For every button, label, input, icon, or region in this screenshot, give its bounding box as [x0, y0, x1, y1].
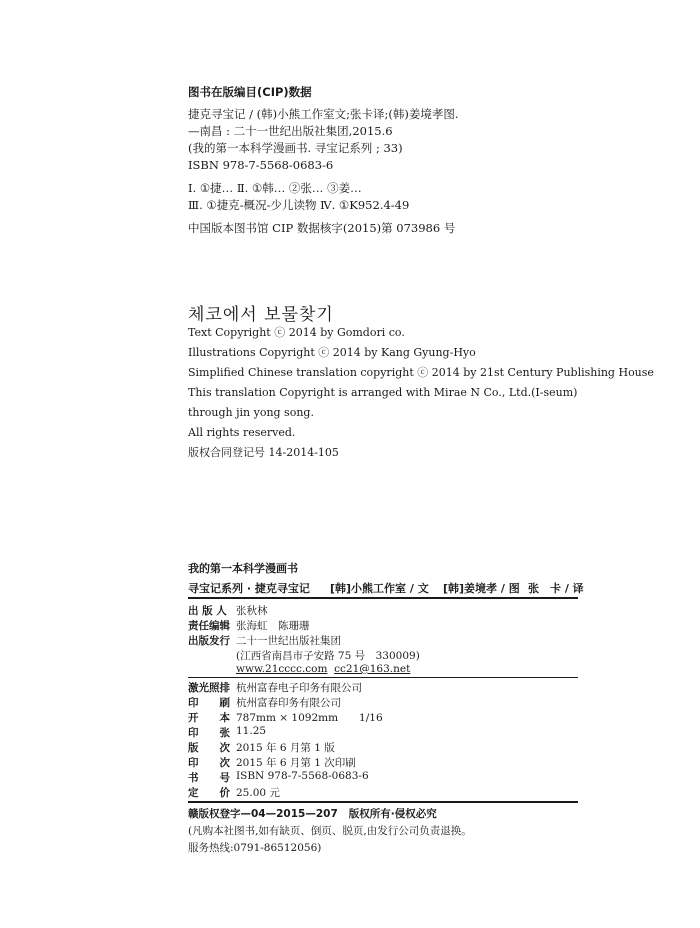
distributor-value: 二十一世纪出版社集团 [236, 635, 341, 647]
author-credit: [韩]小熊工作室 / 文 [330, 582, 429, 595]
format-value: 787mm × 1092mm 1/16 [236, 712, 383, 724]
website-link[interactable]: www.21cccc.com [236, 663, 328, 675]
sheets-label: 印 张 [188, 727, 230, 739]
impression-value: 2015 年 6 月第 1 次印刷 [236, 757, 356, 769]
publisher-label: 出 版 人 [188, 605, 227, 617]
publisher-value: 张秋林 [236, 605, 268, 617]
copyright-line-4: This translation Copyright is arranged with Mirae N Co., Ltd.(I-seum) [188, 386, 578, 399]
copyright-line-2: Illustrations Copyright ⓒ 2014 by Kang Gyung-Hyo [188, 346, 476, 359]
colophon-heading: 我的第一本科学漫画书 [188, 562, 298, 575]
impression-label: 印 次 [188, 757, 230, 769]
copyright-line-6: All rights reserved. [188, 426, 296, 439]
editor-value: 张海虹 陈珊珊 [236, 620, 310, 632]
cip-class-1: Ⅰ. ①捷… Ⅱ. ①韩… ②张… ③姜… [188, 181, 362, 195]
series-title-bar [188, 580, 584, 596]
distributor-label: 出版发行 [188, 635, 230, 647]
cip-core-data: 中国版本图书馆 CIP 数据核字(2015)第 073986 号 [188, 221, 456, 235]
copyright-line-3: Simplified Chinese translation copyright ⓒ 2014 by 21st Century Publishing House [188, 366, 654, 379]
sheets-value: 11.25 [236, 725, 267, 737]
isbn-label: 书 号 [188, 772, 230, 784]
printing-value: 杭州富春印务有限公司 [236, 697, 341, 709]
typesetting-value: 杭州富春电子印务有限公司 [236, 682, 362, 694]
copyright-line-1: Text Copyright ⓒ 2014 by Gomdori co. [188, 326, 405, 339]
rights-notice: 版权所有·侵权必究 [348, 808, 437, 820]
printing-label: 印 刷 [188, 697, 230, 709]
cip-line-2: —南昌 : 二十一世纪出版社集团,2015.6 [188, 124, 393, 138]
service-hotline: 服务热线:0791-86512056) [188, 842, 322, 854]
cip-class-2: Ⅲ. ①捷克-概况-少儿读物 Ⅳ. ①K952.4-49 [188, 198, 410, 212]
typesetting-label: 激光照排 [188, 682, 230, 694]
format-label: 开 本 [188, 712, 230, 724]
editor-label: 责任编辑 [188, 620, 230, 632]
contact-links [236, 663, 410, 675]
copyright-line-5: through jin yong song. [188, 406, 314, 419]
colophon-bottom-rule [188, 801, 578, 803]
translator-credit: 张 卡 / 译 [528, 582, 584, 595]
cip-line-3: (我的第一本科学漫画书. 寻宝记系列 ; 33) [188, 141, 403, 155]
cip-line-1: 捷克寻宝记 / (韩)小熊工作室文;张卡译;(韩)姜境孝图. [188, 107, 459, 121]
illustrator-credit: [韩]姜境孝 / 图 [443, 582, 520, 595]
price-label: 定 价 [188, 787, 230, 799]
isbn-value: ISBN 978-7-5568-0683-6 [236, 770, 369, 782]
cip-title: 图书在版编目(CIP)数据 [188, 85, 312, 99]
korean-title: 체코에서 보물찾기 [188, 305, 334, 325]
email-link[interactable]: cc21@163.net [334, 663, 411, 675]
contract-number: 版权合同登记号 14-2014-105 [188, 446, 339, 459]
price-value: 25.00 元 [236, 787, 280, 799]
edition-label: 版 次 [188, 742, 230, 754]
return-notice: (凡购本社图书,如有缺页、倒页、脱页,由发行公司负责退换。 [188, 825, 472, 837]
colophon-mid-rule [188, 677, 578, 678]
cip-isbn: ISBN 978-7-5568-0683-6 [188, 158, 334, 172]
series-title: 寻宝记系列 · 捷克寻宝记 [188, 582, 310, 595]
edition-value: 2015 年 6 月第 1 版 [236, 742, 335, 754]
registration-number: 赣版权登字—04—2015—207 [188, 808, 338, 820]
address-value: (江西省南昌市子安路 75 号 330009) [236, 650, 420, 662]
colophon-top-rule [188, 597, 578, 599]
footer-registration-line [188, 806, 437, 821]
